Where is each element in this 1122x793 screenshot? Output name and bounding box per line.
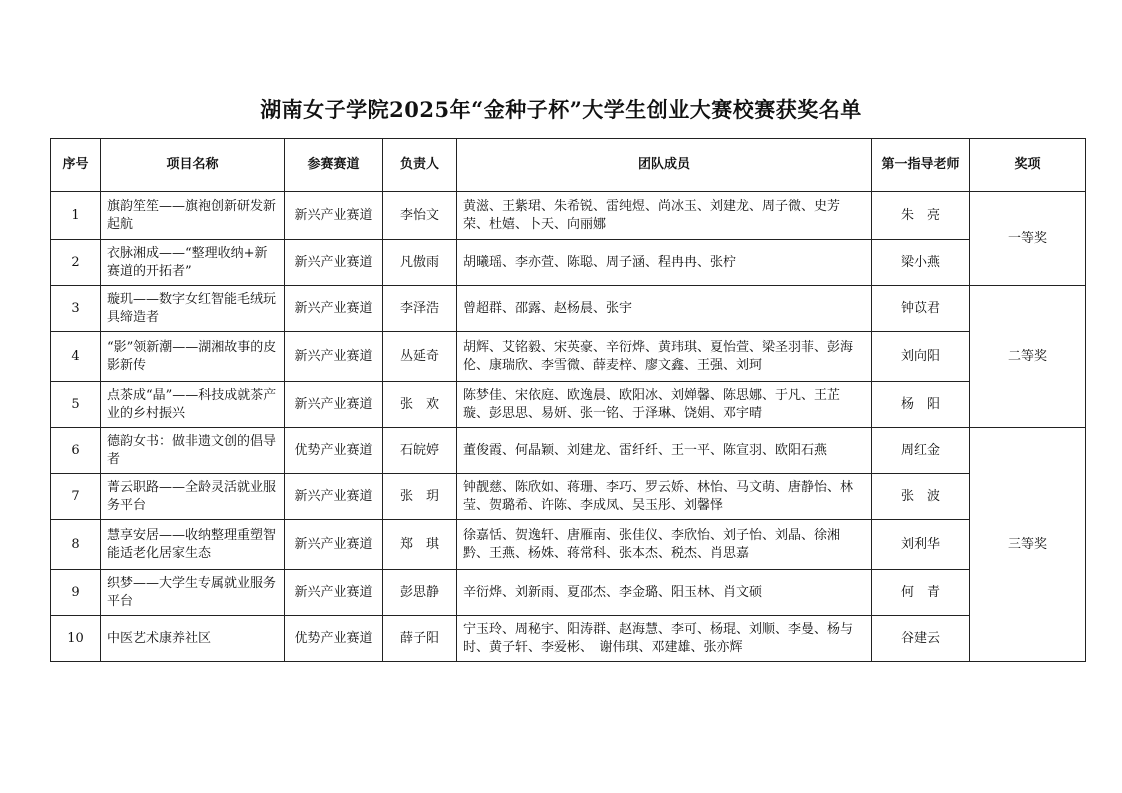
cell-track: 新兴产业赛道 (285, 332, 383, 382)
cell-track: 新兴产业赛道 (285, 382, 383, 428)
cell-advisor: 何 青 (872, 570, 970, 616)
cell-no: 3 (51, 286, 101, 332)
cell-project: 菁云职路——全龄灵活就业服务平台 (101, 474, 285, 520)
cell-advisor: 杨 阳 (872, 382, 970, 428)
cell-members: 陈梦佳、宋依庭、欧逸晨、欧阳冰、刘婵馨、陈思娜、于凡、王芷璇、彭思思、易妍、张一铭、于泽琳、饶娟、邓宇晴 (457, 382, 872, 428)
table-row (51, 474, 1086, 520)
cell-track: 新兴产业赛道 (285, 520, 383, 570)
header-row (51, 139, 1086, 192)
cell-advisor: 朱 亮 (872, 192, 970, 240)
cell-project: 璇玑——数字女红智能毛绒玩具缔造者 (101, 286, 285, 332)
cell-advisor: 张 波 (872, 474, 970, 520)
cell-advisor: 钟苡君 (872, 286, 970, 332)
table-row (51, 286, 1086, 332)
cell-advisor: 梁小燕 (872, 240, 970, 286)
cell-leader: 李泽浩 (383, 286, 457, 332)
header-project: 项目名称 (101, 139, 285, 192)
cell-leader: 张 欢 (383, 382, 457, 428)
header-track: 参赛赛道 (285, 139, 383, 192)
cell-members: 胡曦瑶、李亦萱、陈聪、周子涵、程冉冉、张柠 (457, 240, 872, 286)
awards-table (50, 138, 1086, 662)
cell-project: 德韵女书：做非遗文创的倡导者 (101, 428, 285, 474)
cell-project: 织梦——大学生专属就业服务平台 (101, 570, 285, 616)
cell-project: 点茶成“晶”——科技成就茶产业的乡村振兴 (101, 382, 285, 428)
cell-no: 1 (51, 192, 101, 240)
cell-no: 2 (51, 240, 101, 286)
cell-members: 黄滋、王紫珺、朱希锐、雷纯煜、尚冰玉、刘建龙、周子微、史芳荣、杜嬉、卜天、向丽娜 (457, 192, 872, 240)
cell-track: 新兴产业赛道 (285, 240, 383, 286)
cell-project: 中医艺术康养社区 (101, 616, 285, 662)
cell-members: 胡辉、艾铭毅、宋英豪、辛衍烨、黄玮琪、夏怡萱、梁圣羽菲、彭海伦、康瑞欣、李雪微、薛麦梓、廖文鑫、王强、刘珂 (457, 332, 872, 382)
cell-members: 辛衍烨、刘新雨、夏邵杰、李金璐、阳玉林、肖文硕 (457, 570, 872, 616)
cell-no: 7 (51, 474, 101, 520)
cell-advisor: 刘利华 (872, 520, 970, 570)
header-award: 奖项 (970, 139, 1086, 192)
cell-no: 8 (51, 520, 101, 570)
cell-track: 优势产业赛道 (285, 616, 383, 662)
table-row (51, 616, 1086, 662)
table-row (51, 520, 1086, 570)
table-row (51, 570, 1086, 616)
cell-leader: 丛延奇 (383, 332, 457, 382)
cell-no: 10 (51, 616, 101, 662)
cell-track: 新兴产业赛道 (285, 286, 383, 332)
cell-leader: 张 玥 (383, 474, 457, 520)
cell-no: 5 (51, 382, 101, 428)
cell-track: 优势产业赛道 (285, 428, 383, 474)
cell-project: 衣脉湘成——“整理收纳+新赛道的开拓者” (101, 240, 285, 286)
cell-leader: 李怡文 (383, 192, 457, 240)
cell-no: 9 (51, 570, 101, 616)
table-row (51, 428, 1086, 474)
cell-members: 董俊霞、何晶颖、刘建龙、雷纤纤、王一平、陈宣羽、欧阳石燕 (457, 428, 872, 474)
cell-advisor: 谷建云 (872, 616, 970, 662)
cell-award: 二等奖 (970, 286, 1086, 428)
cell-award: 一等奖 (970, 192, 1086, 286)
cell-leader: 薛子阳 (383, 616, 457, 662)
cell-members: 宁玉玲、周秘宇、阳涛群、赵海慧、李可、杨琨、刘顺、李曼、杨与时、黄子轩、李爱彬、 谢伟琪、邓建雄、张亦辉 (457, 616, 872, 662)
cell-track: 新兴产业赛道 (285, 570, 383, 616)
cell-advisor: 周红金 (872, 428, 970, 474)
cell-leader: 彭思静 (383, 570, 457, 616)
table-row (51, 382, 1086, 428)
cell-advisor: 刘向阳 (872, 332, 970, 382)
cell-project: “影”领新潮——湖湘故事的皮影新传 (101, 332, 285, 382)
cell-no: 4 (51, 332, 101, 382)
table-row (51, 240, 1086, 286)
cell-project: 旗韵笙笙——旗袍创新研发新起航 (101, 192, 285, 240)
header-members: 团队成员 (457, 139, 872, 192)
cell-track: 新兴产业赛道 (285, 192, 383, 240)
page-title: 湖南女子学院2025年“金种子杯”大学生创业大赛校赛获奖名单 (260, 97, 862, 122)
table-row (51, 332, 1086, 382)
cell-members: 钟靓慈、陈欣如、蒋珊、李巧、罗云娇、林怡、马文萌、唐静怡、林莹、贺璐希、许陈、李成凤、吴玉彤、刘馨怿 (457, 474, 872, 520)
cell-no: 6 (51, 428, 101, 474)
cell-members: 曾超群、邵露、赵杨晨、张宇 (457, 286, 872, 332)
table-row (51, 192, 1086, 240)
cell-leader: 郑 琪 (383, 520, 457, 570)
cell-track: 新兴产业赛道 (285, 474, 383, 520)
cell-award: 三等奖 (970, 428, 1086, 662)
header-advisor: 第一指导老师 (872, 139, 970, 192)
cell-leader: 石皖婷 (383, 428, 457, 474)
cell-project: 慧享安居——收纳整理重塑智能适老化居家生态 (101, 520, 285, 570)
cell-members: 徐嘉恬、贺逸轩、唐雁南、张佳仪、李欣怡、刘子怡、刘晶、徐湘黔、王燕、杨姝、蒋常科、张本杰、税杰、肖思嘉 (457, 520, 872, 570)
header-leader: 负责人 (383, 139, 457, 192)
header-no: 序号 (51, 139, 101, 192)
cell-leader: 凡傲雨 (383, 240, 457, 286)
